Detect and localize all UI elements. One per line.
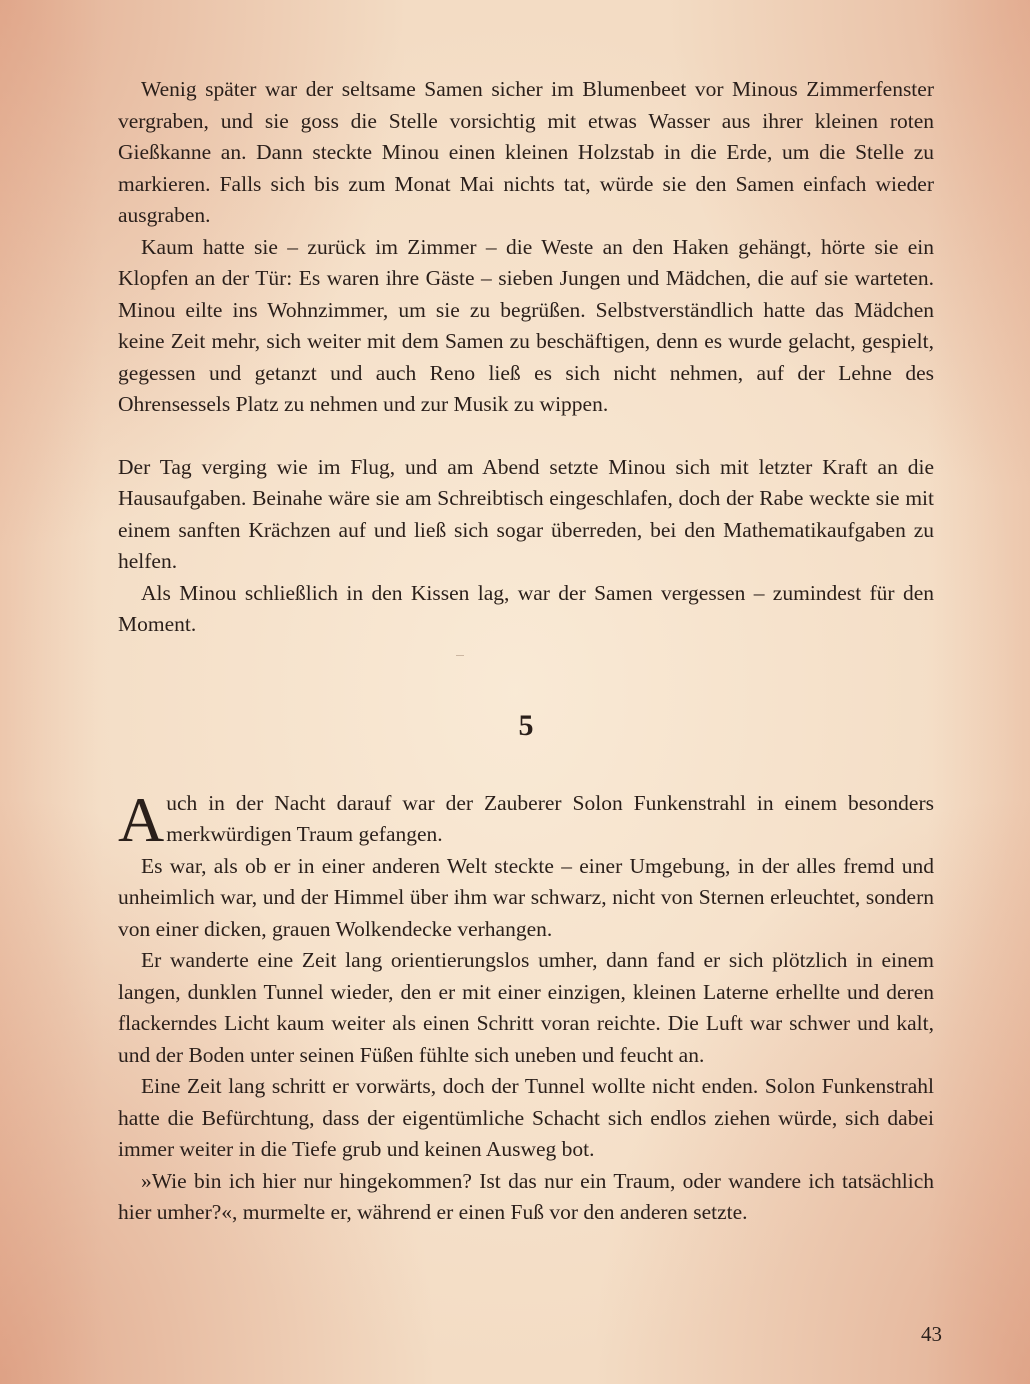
paragraph: Eine Zeit lang schritt er vorwärts, doch der Tunnel wollte nicht enden. Solon Funkenstrahl hatte die Befürchtung, dass der eigentümliche Schacht sich endlos ziehen würde, sich dabei immer weiter in die Tiefe grub und keinen Ausweg bot. — [118, 1074, 934, 1161]
paragraph: Es war, als ob er in einer anderen Welt steckte – einer Umgebung, in der alles fremd und unheimlich war, und der Himmel über ihm war schwarz, nicht von Sternen erleuchtet, sondern von einer dicken, grauen Wolkendecke verhangen. — [118, 853, 934, 941]
paragraph: Kaum hatte sie – zurück im Zimmer – die Weste an den Haken gehängt, hörte sie ein Klopfen an der Tür: Es waren ihre Gäste – sieben Jungen und Mädchen, die auf sie warteten. Minou eilte ins Wohnzimmer, um sie zu begrüßen. Selbstverständlich hatte das Mädchen keine Zeit mehr, sich weiter mit dem Samen zu beschäftigen, denn es wurde gelacht, gespielt, gegessen und getanzt und auch Reno ließ es sich nicht nehmen, auf der Lehne des Ohrensessels Platz zu nehmen und zur Musik zu wippen. — [118, 234, 934, 416]
paragraph: Der Tag verging wie im Flug, und am Abend setzte Minou sich mit letzter Kraft an die Hausaufgaben. Beinahe wäre sie am Schreibtisch eingeschlafen, doch der Rabe weckte sie mit einem sanften Krächzen auf und ließ sich sogar überreden, bei den Mathematikaufgaben zu helfen. — [118, 454, 934, 573]
paragraph: »Wie bin ich hier nur hingekommen? Ist das nur ein Traum, oder wandere ich tatsächlich hier umher?«, murmelte er, während er einen Fuß vor den anderen setzte. — [118, 1168, 934, 1224]
paragraph: Er wanderte eine Zeit lang orientierungslos umher, dann fand er sich plötzlich in einem langen, dunklen Tunnel wieder, den er mit einer einzigen, kleinen Laterne erhellte und deren flackerndes Licht kaum weiter als einen Schritt voran reichte. Die Luft war schwer und kalt, und der Boden unter seinen Füßen fühlte sich uneben und feucht an. — [118, 948, 934, 1067]
divider-mark — [456, 655, 464, 656]
paragraph: Wenig später war der seltsame Samen sicher im Blumenbeet vor Minous Zimmerfenster vergraben, und sie goss die Stelle vorsichtig mit etwas Wasser aus ihrer kleinen roten Gießkanne an. Dann steckte Minou einen kleinen Holzstab in die Erde, um die Stelle zu markieren. Falls sich bis zum Monat Mai nichts tat, würde sie den Samen einfach wieder ausgraben. — [118, 77, 934, 227]
chapter-opening-paragraph — [118, 783, 934, 855]
page-number: 43 — [921, 1322, 942, 1346]
section-divider — [118, 641, 934, 706]
paragraph: Als Minou schließlich in den Kissen lag, war der Samen vergessen – zumindest für den Moment. — [118, 580, 934, 636]
drop-cap: A — [118, 783, 165, 855]
page-body — [118, 74, 934, 1229]
chapter-number: 5 — [518, 708, 534, 742]
paragraph-gap — [118, 421, 934, 452]
opening-text: uch in der Nacht darauf war der Zauberer Solon Funkenstrahl in einem besonders merkwürdigen Traum gefangen. — [166, 790, 934, 846]
